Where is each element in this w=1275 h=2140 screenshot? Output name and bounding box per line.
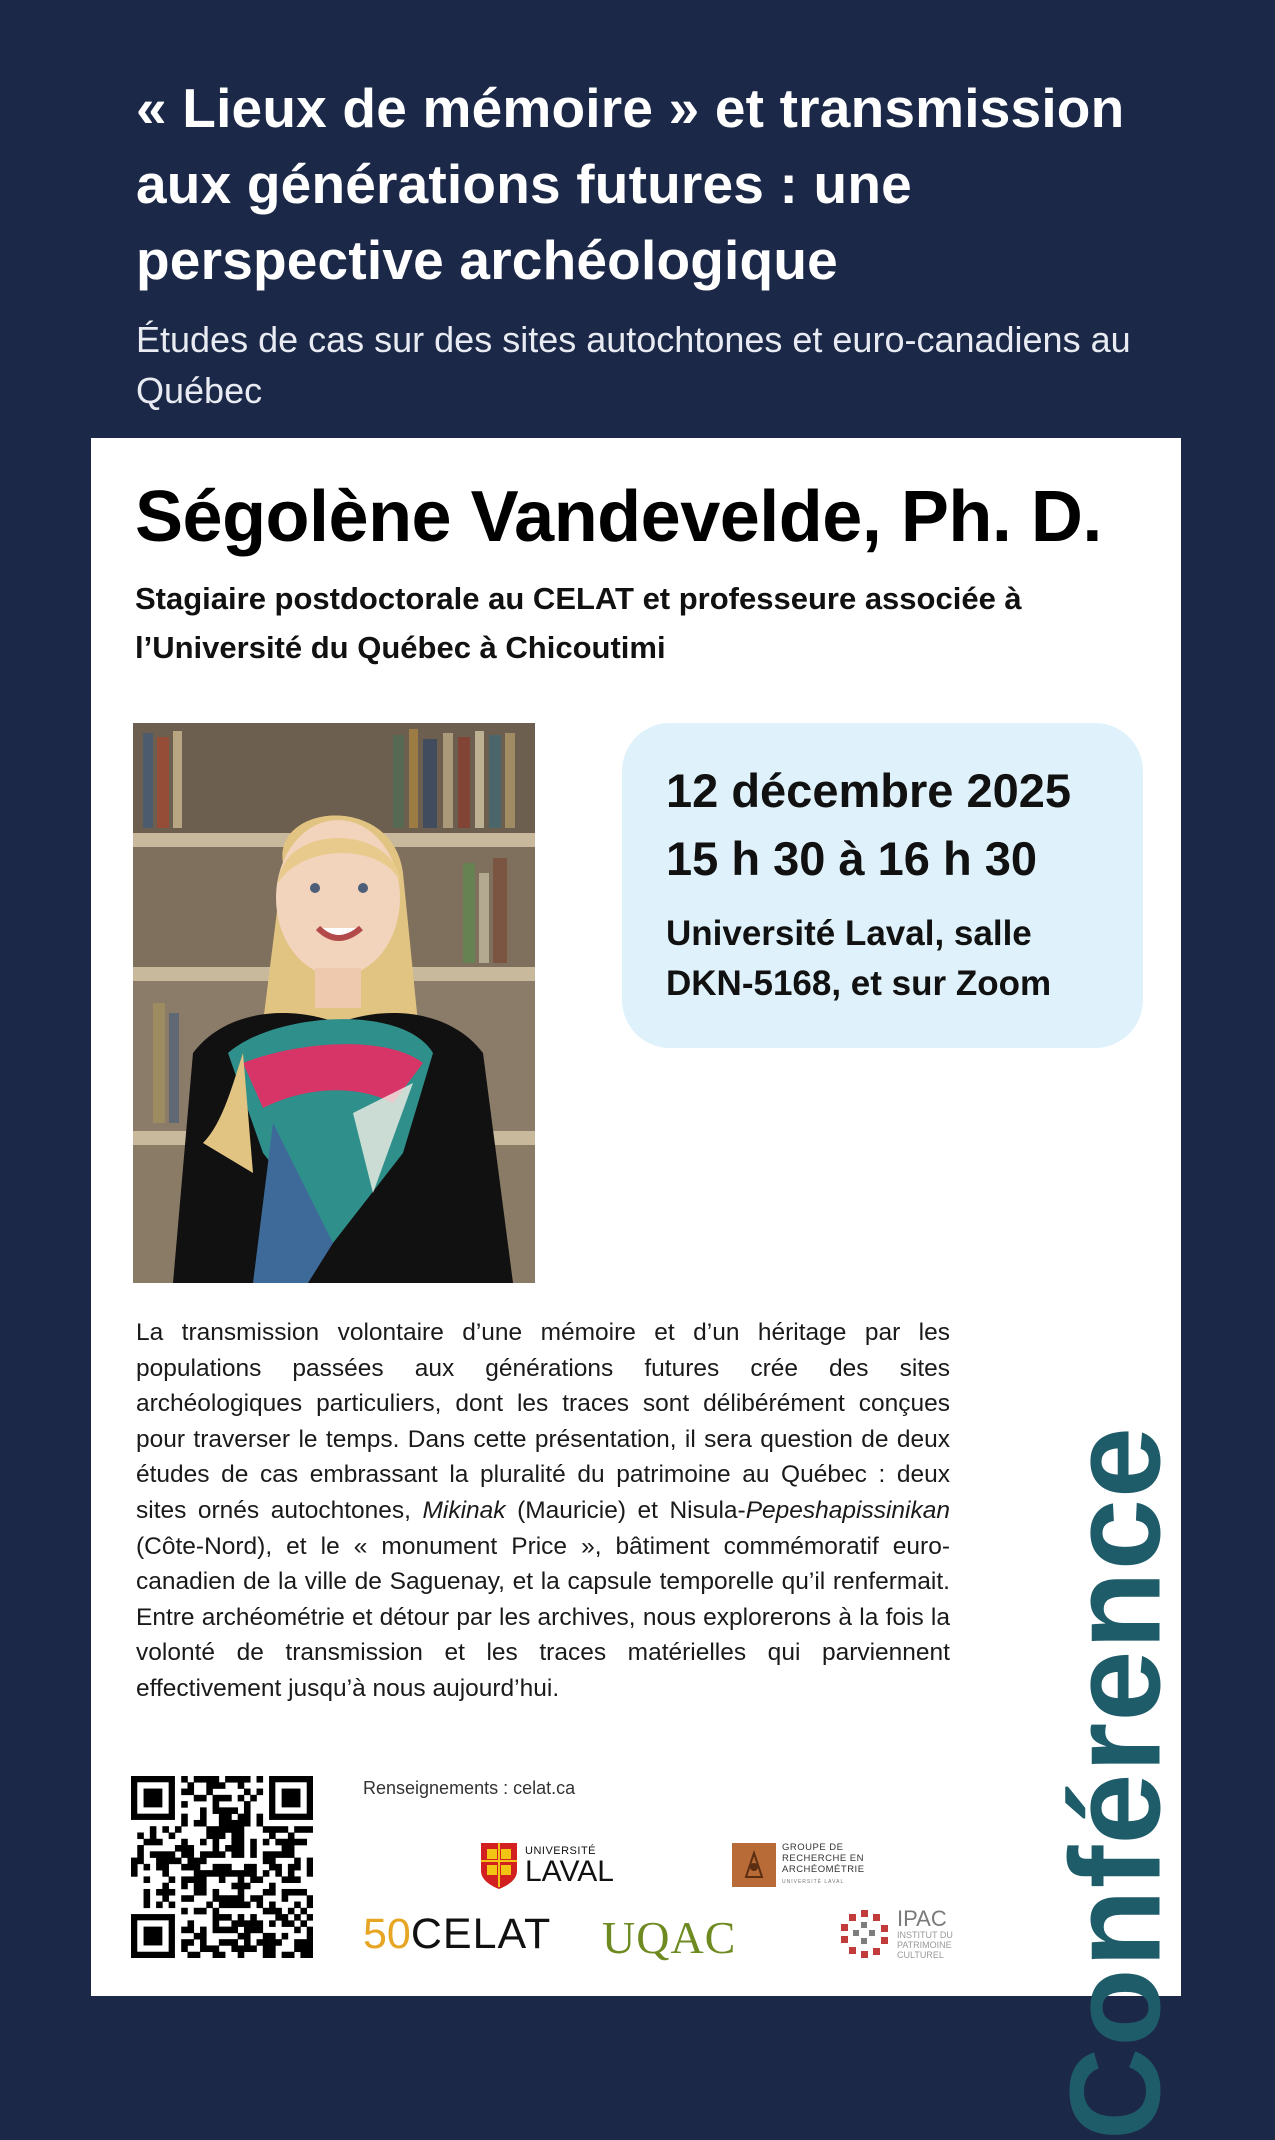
event-date: 12 décembre 2025 [666, 764, 1072, 817]
info-link[interactable]: Renseignements : celat.ca [363, 1778, 576, 1798]
archeometrie-icon [732, 1843, 776, 1887]
abstract-part: La transmission volontaire d’une mémoire et d’un héritage par les populations passées aux générations futures crée des sites archéologiques particuliers, dont les traces sont délibérément conçues pour traverser le temps. Dans cette présentation, il sera question de deux études de cas embrassant la pluralité du patrimoine au Québec : deux sites ornés autochtones, [136, 1319, 950, 1524]
laval-shield-icon [479, 1841, 519, 1891]
speaker-name: Ségolène Vandevelde, Ph. D. [135, 477, 1102, 557]
laval-logo-bottom: LAVAL [525, 1854, 614, 1888]
celat-anniversary-number: 50 [363, 1910, 411, 1958]
laval-logo-top: UNIVERSITÉ [525, 1844, 597, 1857]
speaker-role: Stagiaire postdoctorale au CELAT et professeure associée à l’Université du Québec à Chicoutimi [135, 581, 1022, 665]
qr-code[interactable] [131, 1776, 313, 1958]
ipac-logo [839, 1908, 953, 1960]
groupe-line-1: GROUPE DE [782, 1842, 844, 1853]
celat-50-logo [363, 1910, 551, 1959]
ipac-dots-icon [839, 1908, 891, 1960]
header [136, 70, 1196, 416]
groupe-line-2: RECHERCHE EN [782, 1853, 865, 1864]
event-time: 15 h 30 à 16 h 30 [666, 832, 1038, 885]
abstract-part: (Côte-Nord), et le « monument Price », bâtiment commémoratif euro-canadien de la ville de Saguenay, et la capsule temporelle qu’il renfermait. Entre archéométrie et détour par les archives, nous explorerons à la fois la volonté de transmission et les traces matérielles qui parviennent effectivement jusqu’à nous aujourd’hui. [136, 1532, 950, 1702]
page-subtitle: Études de cas sur des sites autochtones et euro-canadiens au Québec [136, 319, 1131, 411]
ipac-line-2: PATRIMOINE [897, 1940, 952, 1950]
page-title: « Lieux de mémoire » et transmission aux générations futures : une perspective archéologique [136, 77, 1125, 291]
site-name-pepeshapissinikan: Pepeshapissinikan [745, 1496, 950, 1524]
event-details-box [622, 723, 1143, 1048]
abstract-part: (Mauricie) et Nisula- [505, 1496, 746, 1524]
speaker-photo [133, 723, 535, 1283]
uqac-logo: UQAC [602, 1912, 737, 1963]
event-venue: Université Laval, salle DKN-5168, et sur Zoom [666, 914, 1052, 1003]
ipac-logo-title: IPAC [897, 1906, 947, 1931]
celat-wordmark: CELAT [410, 1910, 552, 1958]
content-card [91, 438, 1188, 2140]
universite-laval-logo [479, 1841, 614, 1891]
groupe-line-3: ARCHÉOMÉTRIE [782, 1864, 865, 1875]
ipac-line-3: CULTUREL [897, 1950, 944, 1960]
event-type-label: Conférence [1044, 1425, 1188, 2140]
groupe-archeometrie-logo [732, 1842, 865, 1888]
site-name-mikinak: Mikinak [422, 1496, 506, 1524]
abstract-text [136, 1315, 950, 1707]
ipac-line-1: INSTITUT DU [897, 1930, 953, 1940]
groupe-subtitle: UNIVERSITÉ LAVAL [782, 1879, 845, 1885]
